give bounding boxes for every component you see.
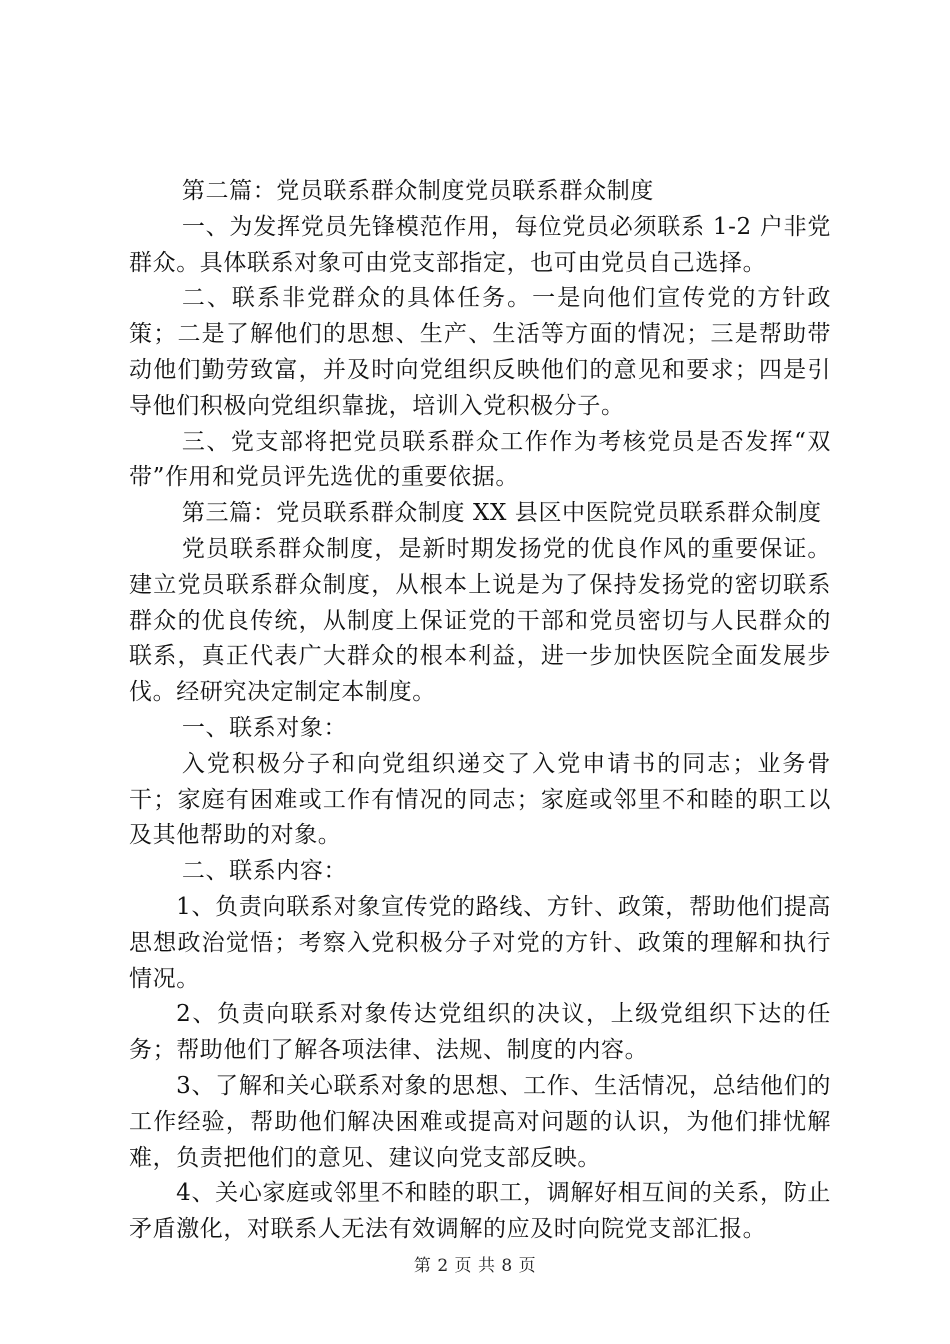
list-item: 2、负责向联系对象传达党组织的决议，上级党组织下达的任务；帮助他们了解各项法律、法规、制度的内容。 — [129, 1001, 831, 1064]
subheading: 二、联系内容： — [181, 858, 348, 885]
section-heading-2: 第二篇：党员联系群众制度党员联系群众制度 — [181, 178, 654, 204]
list-item: 1、负责向联系对象宣传党的路线、方针、政策，帮助他们提高思想政治觉悟；考察入党积极分子对党的方针、政策的理解和执行情况。 — [129, 893, 831, 992]
paragraph: 三、党支部将把党员联系群众工作作为考核党员是否发挥“双带”作用和党员评先选优的重要依据。 — [129, 428, 831, 491]
paragraph: 党员联系群众制度，是新时期发扬党的优良作风的重要保证。建立党员联系群众制度，从根本上说是为了保持发扬党的密切联系群众的优良传统，从制度上保证党的干部和党员密切与人民群众的联系，真正代表广大群众的根本利益，进一步加快医院全面发展步伐。经研究决定制定本制度。 — [129, 535, 831, 706]
subheading: 一、联系对象： — [181, 714, 348, 741]
document-body — [129, 174, 831, 1248]
section-heading-3: 第三篇：党员联系群众制度 XX 县区中医院党员联系群众制度 — [181, 500, 822, 527]
list-item: 3、了解和关心联系对象的思想、工作、生活情况，总结他们的工作经验，帮助他们解决困难或提高对问题的认识，为他们排忧解难，负责把他们的意见、建议向党支部反映。 — [129, 1072, 831, 1171]
paragraph: 二、联系非党群众的具体任务。一是向他们宣传党的方针政策；二是了解他们的思想、生产、生活等方面的情况；三是帮助带动他们勤劳致富，并及时向党组织反映他们的意见和要求；四是引导他们积极向党组织靠拢，培训入党积极分子。 — [129, 285, 831, 419]
paragraph: 入党积极分子和向党组织递交了入党申请书的同志；业务骨干；家庭有困难或工作有情况的同志；家庭或邻里不和睦的职工以及其他帮助的对象。 — [129, 750, 831, 849]
page-number-footer: 第 2 页 共 8 页 — [413, 1256, 537, 1276]
list-item: 4、关心家庭或邻里不和睦的职工，调解好相互间的关系，防止矛盾激化，对联系人无法有效调解的应及时向院党支部汇报。 — [129, 1180, 831, 1243]
paragraph: 一、为发挥党员先锋模范作用，每位党员必须联系 1-2 户非党群众。具体联系对象可由党支部指定，也可由党员自己选择。 — [129, 213, 831, 276]
